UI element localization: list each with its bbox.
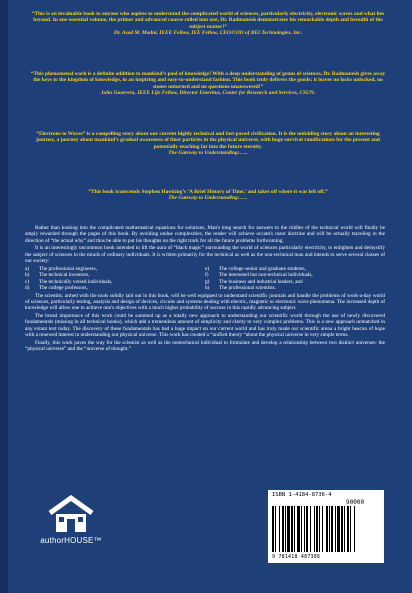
barcode-bar [337, 506, 340, 552]
quote-madni [28, 11, 388, 36]
description-paragraph: The scientist, armed with the tools solidly laid out in this book, will be well equipped to understand scientific journals and handle the problems of work-a-day world of sciences, particularly testing, analysis and design of devices, circuits and systems dealing with electric, magnetic or electronic wave phenomena. The increased depth of knowledge will allow one to achieve one's objectives with a much higher probability of success in this rapidly advancing subject. [25, 292, 385, 312]
quote-electrons-to-waves [28, 131, 388, 156]
barcode-bar [301, 506, 302, 552]
quote-text: “Electrons to Waves” is a compelling story about our current highly technical and fast-paced civilization. It is the unfolding story about an interesting journey, a journey about mankind’s gradual awareness of finer particles in the physical universe, with huge survival ramifications for the present and potentially reaching far into the future eternity. [36, 131, 380, 150]
description-paragraph: It is an interestingly uncommon book intended to lift the aura of “black magic” surrounding the world of sciences particularly electricity, to enlighten and demystify the subject of sciences in the minds of ordinary individuals. It is written primarily for the technical as well as the non-technical man and intends to serve several classes of our society: [25, 245, 385, 265]
barcode-bar [331, 506, 333, 552]
price-code: 90000 [346, 499, 365, 506]
barcode-bar [291, 506, 293, 552]
barcode-bar [319, 506, 320, 552]
authorhouse-logo-icon [48, 495, 94, 533]
barcode-bar [287, 506, 290, 552]
publisher-name: authorHOUSE™ [40, 536, 102, 545]
barcode-bar [347, 506, 349, 552]
list-item: g) The business and industrial leaders, and [205, 278, 303, 285]
barcode-bar [279, 506, 280, 552]
barcode-bar [316, 506, 318, 552]
barcode-bar [282, 506, 284, 552]
publisher-logo [38, 495, 104, 545]
description-paragraph: The broad importance of this work could be summed up as a totally new approach to understanding our scientific world through the use of newly discovered fundamentals (missing in all technical books), which add a tremendous amount of simplicity and clarity to very complex problems. This is a new approach unmatched in any extant text today. The discovery of these fundamentals has had a huge impact on our current world and has truly made our scientific arena a bright beacon of hope with a renewed interest in understanding our physical universe. This work has created a “unified theory “about the physical universe in very simple terms. [25, 312, 385, 339]
barcode-bar [272, 506, 274, 552]
barcode-bar [322, 506, 323, 552]
barcode-bar [275, 506, 276, 552]
barcode-bar [344, 506, 345, 552]
isbn-barcode [268, 490, 384, 563]
list-item: h) The professional scientists. [205, 285, 277, 292]
list-item: d) The college professors, [25, 285, 88, 292]
barcode-number: 9 781418 487386 [272, 554, 321, 560]
barcode-bar [285, 506, 286, 552]
barcode-bar [350, 506, 351, 552]
spine-edge [0, 0, 8, 593]
barcode-bar [294, 506, 295, 552]
quote-hawking [28, 189, 388, 202]
barcode-bar [329, 506, 330, 552]
quote-source: The Gateway to Understanding:….. [168, 195, 248, 202]
barcode-bars [272, 506, 380, 552]
quote-source: The Gateway to Understanding:….. [168, 149, 248, 156]
list-item: f) The interested but non-technical individuals, [205, 272, 313, 279]
barcode-bar [297, 506, 300, 552]
quote-attribution: John Guarrera, IEEE Life Fellow, Director Emeritus, Center for Research and Services, CSUN. [100, 89, 316, 96]
barcode-bar [304, 506, 305, 552]
quote-text: “This phenomenal work is a definite addition to mankind’s pool of knowledge! With a deep understanding of genus of sciences, Dr. Radmanesh gives away the keys to the kingdom of knowledge, in an inspiring and easy-to-understand fashion. This book truly delivers the goods; it leaves no locks unlocked, no stones unturned and no questions unanswered!” [30, 71, 386, 90]
barcode-bar [314, 506, 315, 552]
list-item: b) The technical inventors, [25, 272, 90, 279]
audience-list [25, 266, 385, 292]
audience-list-right [205, 266, 385, 292]
barcode-bar [310, 506, 311, 552]
quote-attribution: Dr. Asad M. Madni, IEEE Fellow, IEE Fellow, CEO/COO of BEI Technologies, Inc. [113, 29, 303, 36]
quote-text: “This book transcends Stephen Hawking’s ‘A Brief History of Time,’ and takes off where it was left off.” [88, 189, 328, 195]
quote-guarrera [28, 71, 388, 96]
description-body [25, 225, 385, 354]
list-item: a) The professional engineers, [25, 265, 97, 272]
barcode-bar [306, 506, 308, 552]
audience-list-left [25, 266, 205, 292]
description-paragraph: Finally, this work paves the way for the scientist as well as the nontechnical individual to formulate and develop a relationship between two distinct universes: the “physical universe” and the “universe of thought.” [25, 339, 385, 353]
list-item: c) The technically versed individuals, [25, 278, 113, 285]
list-item: e) The college senior and graduate students, [205, 265, 306, 272]
description-paragraph: Rather than looking into the complicated mathematical equations for solutions, Man's long search for answers to the riddles of the technical world will finally be amply rewarded through the pages of this book. By avoiding undue complexities, the reader will achieve occam's razor doctrine and will be actually traveling in the direction of “the actual why” and thus be able to put his thoughts on the right track for all the future problems forthcoming. [25, 225, 385, 244]
barcode-bar [341, 506, 343, 552]
barcode-bar [354, 506, 355, 552]
isbn-label: ISBN 1-4184-8736-4 [272, 492, 332, 498]
quote-text: “This is an invaluable book to anyone who aspires to understand the complicated world of sciences, particularly electricity, electronic waves and what lies beyond. In one essential volume, the primer and advanced course rolled into one, Dr. Radmanesh demonstrates his remarkable depth and breadth of the subject matter!” [31, 11, 385, 30]
barcode-bar [335, 506, 336, 552]
barcode-bar [326, 506, 328, 552]
